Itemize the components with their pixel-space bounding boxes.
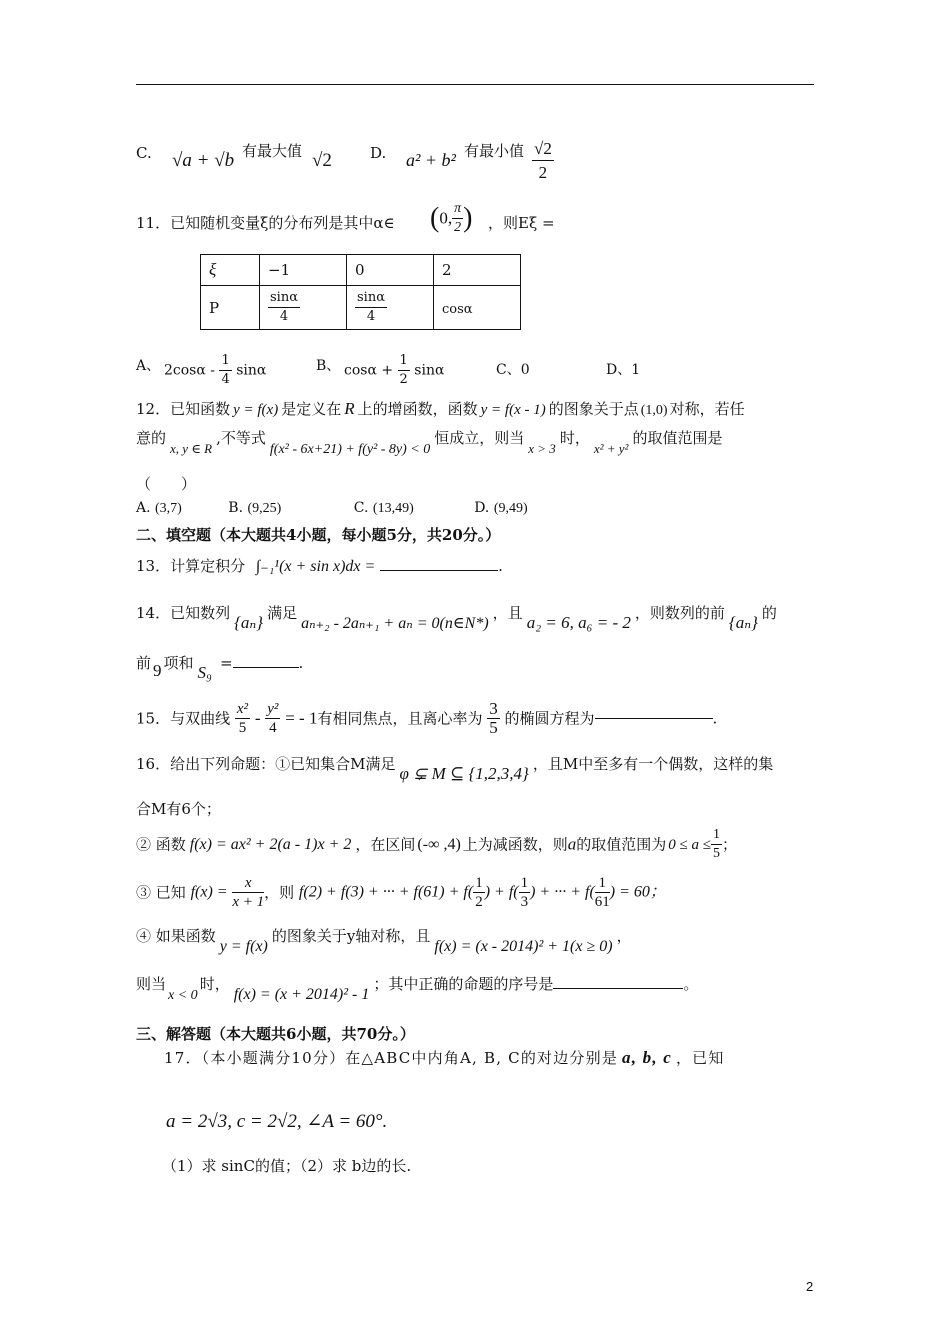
q11-rparen: ) xyxy=(463,202,473,234)
q10-d-fraction xyxy=(532,138,554,185)
q17-line1 xyxy=(164,1048,725,1068)
q10-d-math: a² + b² xyxy=(406,150,456,170)
q14-c: ，且 xyxy=(492,604,523,622)
q15-eq: = - 1 xyxy=(285,708,318,728)
q15-e-frac xyxy=(487,700,500,737)
q11-lparen: ( xyxy=(430,202,440,234)
q10-option-c xyxy=(136,143,152,163)
q16-prop2 xyxy=(136,826,737,863)
q11-two: 2 xyxy=(454,220,462,235)
q12-l2-c: 恒成立，则当 xyxy=(434,429,525,447)
q16-p3-end: ) = 60； xyxy=(609,883,666,901)
q16-l1-set: φ ⊊ M ⊆ {1,2,3,4} xyxy=(399,764,529,783)
q12-l2-cond: x > 3 xyxy=(528,441,556,456)
q16-p2-int: (-∞ ,4) xyxy=(417,835,461,853)
q12-l2-xy: x, y ∈ R xyxy=(170,441,213,456)
q11-opt-b-lbl: B、 xyxy=(316,358,341,374)
q16-p2-a: ② 函数 xyxy=(136,835,186,854)
q16-p4-b: 的图象关于y轴对称，且 xyxy=(271,927,431,945)
q12-l1-d: 的图象关于点 xyxy=(548,400,639,418)
q14-l2-b: 项和 xyxy=(163,654,194,672)
q11-stem-text: 11．已知随机变量ξ的分布列是其中α∈ xyxy=(136,214,395,232)
q16-p4-f: y = f(x) xyxy=(219,938,268,955)
q11-opt-a-post: sinα xyxy=(236,362,267,379)
table-cell xyxy=(347,255,434,286)
q10-c-text xyxy=(242,141,302,161)
q16-p3-mid2: ) + ··· + f( xyxy=(530,883,595,901)
q16-p2-a-var: a xyxy=(567,834,577,854)
frac-den: 5 xyxy=(238,720,247,736)
q11-opt-a-label: A、 xyxy=(136,358,161,374)
q16-p2-f: f(x) = ax² + 2(a - 1)x + 2 xyxy=(189,835,352,853)
frac-num: 1 xyxy=(711,826,722,845)
q11-distribution-table xyxy=(200,254,521,330)
q11-stem xyxy=(136,213,395,233)
q11-opt-b-label xyxy=(316,356,340,376)
q12-opt-c-val: (13,49) xyxy=(372,501,414,516)
q12-l1-f1: y = f(x) xyxy=(233,402,279,418)
q11-opt-b-frac xyxy=(398,352,410,389)
q12-options xyxy=(136,498,528,519)
q11-options xyxy=(136,356,160,376)
frac-den: 5 xyxy=(713,846,721,861)
q12-opt-c: C. xyxy=(353,500,369,516)
q15-y-frac xyxy=(265,700,280,737)
page-number xyxy=(806,1279,813,1294)
q17-l1-abc: a, b, c xyxy=(622,1048,672,1067)
q16-l1-a: 16．给出下列命题：①已知集合M满足 xyxy=(136,755,396,773)
q10-d-text xyxy=(464,141,524,161)
frac-num: sinα xyxy=(355,289,387,308)
q12-l2-expr: x² + y² xyxy=(593,441,629,456)
q11-opt-a-frac xyxy=(219,352,231,389)
top-rule xyxy=(136,84,814,85)
q17-line3 xyxy=(162,1156,411,1176)
q14-l2-a: 前 xyxy=(136,654,152,672)
q16-p3-f: f(x) = xyxy=(190,883,228,901)
cell-p: P xyxy=(209,298,220,317)
page-number-text: 2 xyxy=(806,1279,814,1294)
q14-seq2: {aₙ} xyxy=(728,613,758,632)
q16-p4-c: ， xyxy=(616,927,632,945)
q10-d-expr xyxy=(406,150,456,171)
q12-opt-a: A. xyxy=(136,500,151,516)
q17-l1-end: ，已知 xyxy=(675,1049,725,1067)
q13 xyxy=(136,556,503,577)
q12-l2-ineq: f(x² - 6x+21) + f(y² - 8y) < 0 xyxy=(269,442,431,457)
frac-num: 1 xyxy=(595,874,610,893)
q15-b: 有相同焦点，且离心率为 xyxy=(317,709,483,728)
q11-tail-text: ，则Eξ = xyxy=(488,214,555,232)
q11-opt-b xyxy=(344,352,444,389)
q12-l2-a: 意的 xyxy=(136,429,167,447)
q15 xyxy=(136,700,717,737)
frac-den: 4 xyxy=(366,309,376,324)
table-row xyxy=(201,286,521,330)
q16-p2-range: 0 ≤ a ≤ xyxy=(668,836,712,853)
q15-a: 15．与双曲线 xyxy=(136,709,231,728)
frac-den: 2 xyxy=(475,894,483,910)
q16-p5-c: ；其中正确的命题的序号是 xyxy=(373,975,554,993)
q11-opt-a-pre: 2cosα - xyxy=(164,362,215,379)
table-cell xyxy=(260,255,347,286)
cell-frac xyxy=(268,289,300,326)
frac-num: 1 xyxy=(398,352,410,371)
q12-paren xyxy=(136,474,196,494)
q10-c-val: √2 xyxy=(312,150,332,171)
frac-num: 1 xyxy=(219,352,231,371)
q16-p3-h1 xyxy=(473,874,485,911)
q14-l2-n: 9 xyxy=(153,661,162,680)
q17-l1: 17．（本小题满分10分）在△ABC中内角A, B, C的对边分别是 xyxy=(164,1049,619,1067)
q13-text: 13．计算定积分 xyxy=(136,557,246,575)
cell-neg1: −1 xyxy=(268,261,291,279)
q15-blank xyxy=(595,718,713,719)
q16-blank xyxy=(553,988,683,989)
q16-prop3 xyxy=(136,874,666,911)
table-cell xyxy=(201,286,260,330)
q16-p3-mid1: ) + f( xyxy=(484,883,519,901)
q14-a: 14．已知数列 xyxy=(136,604,231,622)
frac-num: x xyxy=(232,874,264,893)
q14-line1 xyxy=(136,603,777,632)
q15-x-frac xyxy=(235,700,250,737)
q16-p3-h2 xyxy=(519,874,531,911)
table-cell xyxy=(434,255,521,286)
q10-c-value xyxy=(312,150,332,172)
q14-rec: aₙ₊₂ - 2aₙ₊₁ + aₙ = 0(n∈N*) xyxy=(301,615,489,632)
q10-c-expr xyxy=(172,150,234,172)
frac-den: 5 xyxy=(489,718,498,737)
q14-l2-S: S₉ xyxy=(197,663,212,682)
frac-den: 4 xyxy=(279,309,289,324)
q12-l1-pt: (1,0) xyxy=(640,403,668,418)
q12-opt-d-val: (9,49) xyxy=(493,501,528,516)
q12-line1 xyxy=(136,399,745,421)
q10-c-desc: 有最大值 xyxy=(242,142,303,160)
q14-b: 满足 xyxy=(267,604,298,622)
q11-opt-b-pre: cosα + xyxy=(344,362,394,379)
section-3-heading xyxy=(136,1024,415,1044)
table-cell xyxy=(347,286,434,330)
q17-l3: （1）求 sinC的值；（2）求 b边的长. xyxy=(162,1157,412,1175)
section-2-heading xyxy=(136,525,500,545)
q15-minus: - xyxy=(254,708,261,728)
q14-l2-end: . xyxy=(298,654,304,672)
q12-opt-a-val: (3,7) xyxy=(155,501,182,516)
q11-opt-c-text: C、0 xyxy=(496,362,530,378)
q12-l1-b: 是定义在 xyxy=(281,400,342,418)
q12-line2 xyxy=(136,428,723,457)
section-3-text: 三、解答题（本大题共6小题，共70分。） xyxy=(136,1025,415,1043)
frac-num: 1 xyxy=(520,875,529,891)
q16-l2: 合M有6个； xyxy=(136,800,221,818)
cell-zero: 0 xyxy=(355,261,365,279)
q12-paren-text: （ ） xyxy=(136,475,197,493)
q12-l1-e: 对称，若任 xyxy=(669,400,745,418)
q11-interval-frac xyxy=(452,200,463,237)
q16-p5-end: 。 xyxy=(683,975,699,993)
frac-num: 1 xyxy=(475,875,483,891)
frac-num: y² xyxy=(267,701,279,717)
q12-opt-b: B. xyxy=(228,500,244,516)
q12-opt-d: D. xyxy=(474,500,490,516)
q16-p3-b: ，则 xyxy=(264,883,295,902)
q11-opt-b-post: sinα xyxy=(414,362,445,379)
frac-num: sinα xyxy=(268,289,300,308)
q17-line2 xyxy=(166,1110,387,1133)
q16-p2-b: ，在区间 xyxy=(355,835,416,854)
q14-line2 xyxy=(136,653,304,682)
table-cell xyxy=(434,286,521,330)
q14-seq: {aₙ} xyxy=(234,613,264,632)
q13-integral: ∫₋₁¹(x + sin x)dx = xyxy=(255,558,376,575)
q16-p5-b: 时， xyxy=(199,975,230,993)
q16-prop5 xyxy=(136,974,699,1003)
q12-opt-b-val: (9,25) xyxy=(247,501,282,516)
q10-d-den: 2 xyxy=(538,163,548,182)
q16-p5-f: f(x) = (x + 2014)² - 1 xyxy=(233,986,370,1003)
q11-opt-c xyxy=(496,360,530,380)
q14-vals: a₂ = 6, a₆ = - 2 xyxy=(526,613,631,632)
q16-p2-d: 的取值范围为 xyxy=(576,835,667,854)
q16-p4-a: ④ 如果函数 xyxy=(136,927,216,945)
q16-p5-cond: x < 0 xyxy=(168,988,198,1003)
q12-l2-b: ,不等式 xyxy=(216,429,266,447)
frac-num: x² xyxy=(236,701,249,717)
cell-cos: cosα xyxy=(442,301,473,317)
q11-tail xyxy=(488,213,555,233)
q10-c-math: √a + √b xyxy=(172,150,235,171)
q10-d-num: √2 xyxy=(532,138,554,161)
frac-num: 3 xyxy=(489,699,498,718)
frac-den: 3 xyxy=(520,894,529,910)
frac-den: 4 xyxy=(269,720,277,736)
q16-p3-a: ③ 已知 xyxy=(136,883,186,902)
q16-l1-b: ，且M中至多有一个偶数，这样的集 xyxy=(532,755,774,773)
q16-line1 xyxy=(136,754,774,783)
q15-end: . xyxy=(712,709,718,728)
q15-c: 的椭圆方程为 xyxy=(504,709,595,728)
q10-d-desc: 有最小值 xyxy=(464,142,525,160)
q10-d-value xyxy=(532,138,554,185)
q16-p4-def: f(x) = (x - 2014)² + 1(x ≥ 0) xyxy=(434,938,613,955)
q13-blank xyxy=(380,570,498,571)
q12-l1-f2: y = f(x - 1) xyxy=(480,402,546,418)
q12-l1-R: R xyxy=(344,399,355,418)
q11-pi: π xyxy=(452,200,463,219)
q11-opt-d xyxy=(606,360,640,380)
q13-end: . xyxy=(498,557,503,575)
q14-e: 的 xyxy=(761,604,777,622)
frac-den: 61 xyxy=(594,894,610,910)
q12-l1-c: 上的增函数，函数 xyxy=(357,400,478,418)
q10-d-label: D. xyxy=(370,144,387,162)
q16-line2 xyxy=(136,799,221,819)
cell-xi: ξ xyxy=(209,260,217,279)
q16-p2-end: ； xyxy=(722,835,738,854)
q12-l1-a: 12．已知函数 xyxy=(136,400,231,418)
q16-p3-sum1: f(2) + f(3) + ··· + f(61) + f( xyxy=(298,883,474,901)
q17-l2: a = 2√3, c = 2√2, ∠A = 60°. xyxy=(166,1111,388,1132)
q16-p3-h3 xyxy=(595,874,610,911)
table-cell xyxy=(260,286,347,330)
q16-prop4 xyxy=(136,926,632,955)
q14-d: ，则数列的前 xyxy=(634,604,725,622)
q11-opt-d-text: D、1 xyxy=(606,362,641,378)
q10-c-label: C. xyxy=(136,144,152,162)
frac-den: 4 xyxy=(221,372,230,387)
q14-blank xyxy=(233,667,299,668)
table-row xyxy=(201,255,521,286)
frac-den: 2 xyxy=(399,372,408,387)
q12-l2-e: 的取值范围是 xyxy=(632,429,723,447)
section-2-text: 二、填空题（本大题共4小题，每小题5分，共20分。） xyxy=(136,526,501,544)
q11-opt-a xyxy=(164,352,266,389)
q11-interval-left: 0, xyxy=(439,208,453,228)
q10-option-d xyxy=(370,143,386,163)
q16-p5-a: 则当 xyxy=(136,975,167,993)
q14-l2-eq: = xyxy=(219,654,233,672)
q16-p2-frac xyxy=(711,826,722,863)
q16-p2-c: 上为减函数，则 xyxy=(462,835,568,854)
table-cell xyxy=(201,255,260,286)
q12-l2-d: 时， xyxy=(559,429,590,447)
q16-p3-ffrac xyxy=(232,874,264,911)
cell-two: 2 xyxy=(442,261,452,279)
q11-interval xyxy=(430,200,472,237)
cell-frac xyxy=(355,289,387,326)
frac-den: x + 1 xyxy=(232,894,265,910)
